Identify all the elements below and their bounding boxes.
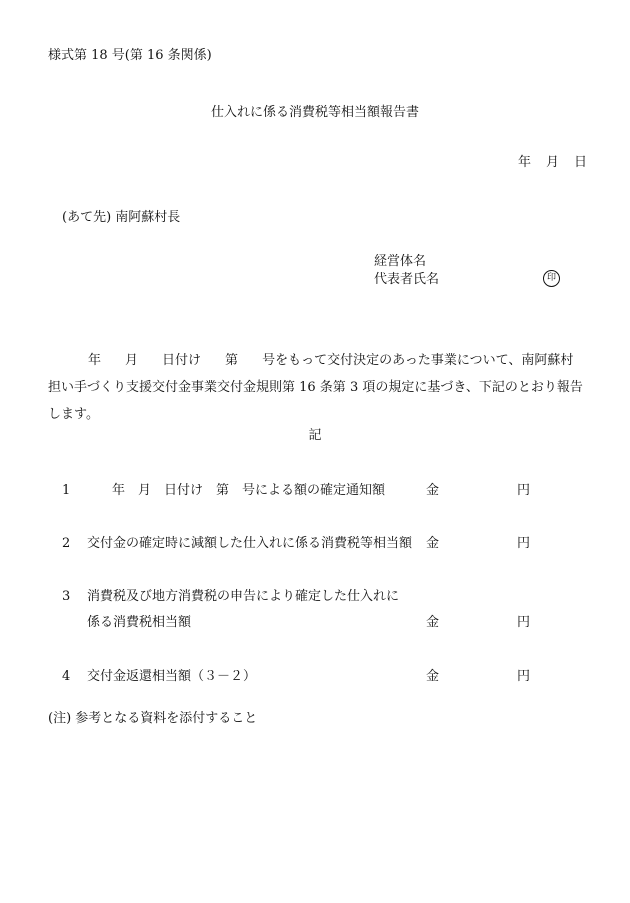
item-description-line-2: 係る消費税相当額	[87, 615, 192, 630]
addressee: (あて先) 南阿蘇村長	[62, 210, 181, 225]
currency-label: 円	[517, 669, 531, 684]
representative-label: 代表者氏名	[374, 272, 440, 287]
body-date-suffix: 日付け	[162, 353, 202, 368]
item-row-2	[0, 536, 630, 552]
date-year-label: 年	[518, 155, 532, 170]
note-heading: 記	[308, 428, 322, 443]
amount-prefix: 金	[426, 483, 440, 498]
item-row-3-continued	[0, 615, 630, 631]
organization-label: 経営体名	[374, 254, 427, 269]
item-row-1	[0, 483, 630, 499]
item-description-line-1: 消費税及び地方消費税の申告により確定した仕入れに	[87, 589, 400, 604]
sender-block	[374, 254, 439, 290]
item-row-3	[0, 589, 630, 605]
item-number: 1	[62, 483, 71, 498]
body-line-1-rest: 号をもって交付決定のあった事業について、南阿蘇村	[262, 353, 574, 368]
date-line	[518, 155, 587, 171]
item-row-4	[0, 669, 630, 685]
body-year: 年	[88, 353, 102, 368]
item-description: 交付金返還相当額（３－２）	[87, 669, 257, 684]
date-month-label: 月	[546, 155, 560, 170]
item-number: 2	[62, 536, 71, 551]
footnote: (注) 参考となる資料を添付すること	[48, 711, 258, 726]
body-number-prefix: 第	[225, 353, 239, 368]
body-line-2: 担い手づくり支援交付金事業交付金規則第 16 条第 3 項の規定に基づき、下記のとおり報告	[48, 380, 583, 395]
item-number: 4	[62, 669, 71, 684]
seal-icon: 印	[543, 270, 560, 287]
currency-label: 円	[517, 483, 531, 498]
item-number: 3	[62, 589, 71, 604]
amount-prefix: 金	[426, 615, 440, 630]
currency-label: 円	[517, 536, 531, 551]
amount-prefix: 金	[426, 536, 440, 551]
report-body	[48, 347, 584, 428]
body-line-3: します。	[48, 407, 99, 422]
form-number: 様式第 18 号(第 16 条関係)	[48, 48, 212, 63]
document-title: 仕入れに係る消費税等相当額報告書	[210, 105, 419, 120]
currency-label: 円	[517, 615, 531, 630]
date-day-label: 日	[574, 155, 588, 170]
amount-prefix: 金	[426, 669, 440, 684]
body-line-1	[48, 347, 584, 374]
body-month: 月	[125, 353, 139, 368]
item-description: 年 月 日付け 第 号による額の確定通知額	[112, 483, 386, 498]
item-description: 交付金の確定時に減額した仕入れに係る消費税等相当額	[87, 536, 413, 551]
